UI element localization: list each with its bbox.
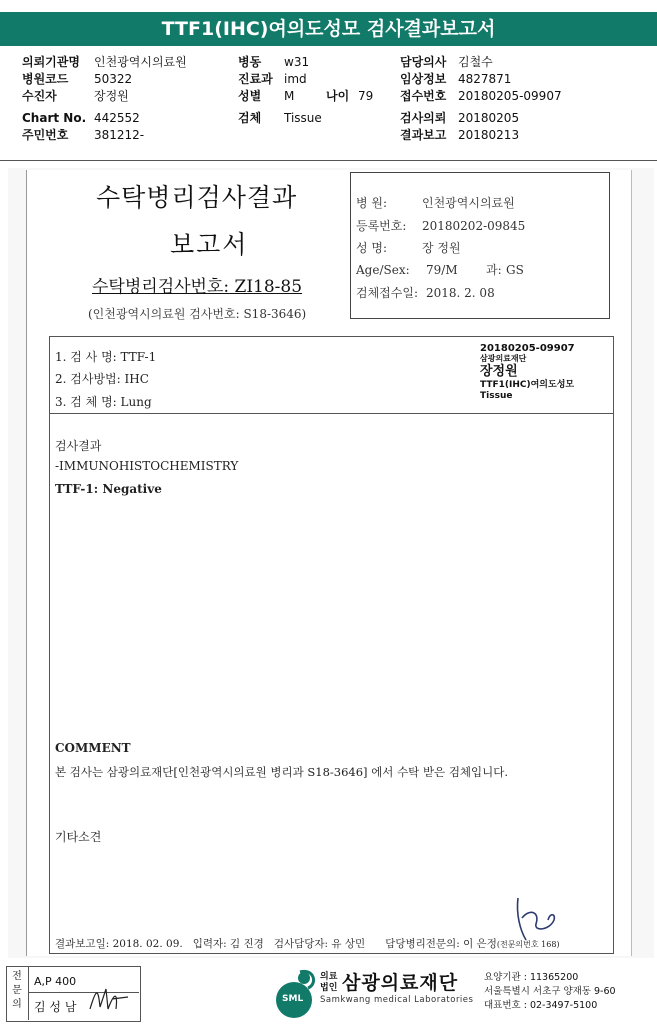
header-value: 381212- <box>94 128 145 142</box>
patient-agesex-value: 79/M <box>426 263 458 277</box>
comment-text: 본 검사는 삼광의료재단[인천광역시의료원 병리과 S18-3646] 에서 수탁 받은 검체입니다. <box>55 765 509 779</box>
org-info <box>484 971 616 1013</box>
patient-name-label: 성 명: <box>356 241 388 255</box>
header-value: 20180205-09907 <box>458 89 562 103</box>
comment-label: COMMENT <box>55 741 131 755</box>
test-name: 1. 검 사 명: TTF-1 <box>55 350 157 364</box>
report-number-value: ZI18-85 <box>234 277 303 297</box>
legal-entity-top: 의료 <box>320 972 338 982</box>
header-value: 김철수 <box>458 55 493 69</box>
patient-name-value: 장 정원 <box>422 241 461 255</box>
header-value: 442552 <box>94 111 140 125</box>
result-method: -IMMUNOHISTOCHEMISTRY <box>55 459 239 473</box>
sticker-number: 20180205-09907 <box>480 343 575 354</box>
approval-ap-number: A,P 400 <box>34 975 77 988</box>
header-value: imd <box>284 72 307 86</box>
org-info-line: 대표번호 : 02-3497-5100 <box>484 1000 598 1011</box>
header-key: 검사의뢰 <box>400 111 447 125</box>
patient-name <box>356 239 461 256</box>
report-heading-line1: 수탁병리검사결과 <box>96 183 298 212</box>
header-value: Tissue <box>284 111 322 125</box>
org-info-line: 요양기관 : 11365200 <box>484 972 579 983</box>
report-number <box>92 272 302 297</box>
age-value: 79 <box>358 89 374 103</box>
result-value: TTF-1: Negative <box>55 482 162 496</box>
patient-received <box>356 284 495 301</box>
approval-doctor-name: 김 성 남 <box>34 1000 77 1014</box>
specimen-sticker <box>478 340 612 412</box>
report-body-box <box>49 336 614 954</box>
header-key: Chart No. <box>22 111 87 125</box>
report-title: TTF1(IHC)여의도성모 검사결과보고서 <box>0 12 657 46</box>
header-col-left <box>22 54 187 144</box>
header-key: 병원코드 <box>22 72 69 86</box>
other-findings-label: 기타소견 <box>55 830 102 844</box>
legal-entity-bottom: 법인 <box>320 983 338 993</box>
header-key: 주민번호 <box>22 128 69 142</box>
legal-entity-mark <box>320 972 337 994</box>
specimen-name: 3. 검 체 명: Lung <box>55 395 152 409</box>
report-footer-text: 결과보고일: 2018. 02. 09. 입력자: 김 진경 검사담당자: 유 상민 담당병리전문의: 이 은정 <box>55 938 497 950</box>
header-value: 50322 <box>94 72 133 86</box>
sticker-org: 삼광의료재단 <box>480 354 527 363</box>
header-key: 병동 <box>238 55 262 69</box>
header-key: 결과보고 <box>400 128 447 142</box>
sticker-specimen: Tissue <box>480 391 513 401</box>
header-value: 장정원 <box>94 89 129 103</box>
patient-reg-value: 20180202-09845 <box>422 219 526 233</box>
approval-signature <box>88 983 130 1019</box>
patient-received-value: 2018. 2. 08 <box>426 286 495 300</box>
test-method: 2. 검사방법: IHC <box>55 372 149 386</box>
patient-reg-label: 등록번호: <box>356 219 407 233</box>
patient-reg <box>356 217 525 234</box>
sticker-patient-name: 장정원 <box>480 364 518 379</box>
header-key: 수진자 <box>22 89 57 103</box>
header-key: 진료과 <box>238 72 273 86</box>
org-name: 삼광의료재단 <box>342 972 459 994</box>
header-key: 성별 <box>238 89 262 103</box>
result-label: 검사결과 <box>55 439 102 453</box>
header-key: 임상정보 <box>400 72 447 86</box>
header-col-right <box>400 54 562 144</box>
patient-received-label: 검체접수일: <box>356 286 419 300</box>
header-col-middle <box>238 54 373 127</box>
header-value: w31 <box>284 55 310 69</box>
header-divider <box>0 160 657 161</box>
sticker-test: TTF1(IHC)여의도성모 <box>480 380 575 390</box>
patient-hospital-label: 병 원: <box>356 196 388 210</box>
header-value: 4827871 <box>458 72 512 86</box>
report-footer-line <box>55 936 560 951</box>
patient-hospital <box>356 194 515 211</box>
report-number-label: 수탁병리검사번호: <box>92 277 230 297</box>
header-value: M <box>284 89 295 103</box>
header-key: 의뢰기관명 <box>22 55 80 69</box>
patient-hospital-value: 인천광역시의료원 <box>422 196 515 210</box>
header-key: 접수번호 <box>400 89 447 103</box>
header-key: 검체 <box>238 111 262 125</box>
report-body-divider <box>49 413 613 414</box>
patient-dept-label: 과: <box>486 263 502 277</box>
header-value: 20180213 <box>458 128 520 142</box>
patient-agesex <box>356 261 524 278</box>
approval-stamp-label: 전문의 <box>12 971 22 1010</box>
report-heading-line2: 보고서 <box>170 230 249 259</box>
header-value: 20180205 <box>458 111 520 125</box>
org-name-english: Samkwang medical Laboratories <box>320 995 474 1005</box>
origin-number: (인천광역시의료원 검사번호: S18-3646) <box>88 307 307 321</box>
patient-dept-value: GS <box>506 263 524 277</box>
age-key: 나이 <box>326 89 350 103</box>
report-footer-license: (전문의번호 168) <box>496 940 560 949</box>
sml-logo-text: SML <box>282 994 304 1004</box>
header-key: 담당의사 <box>400 55 447 69</box>
header-value: 인천광역시의료원 <box>94 55 187 69</box>
org-info-line: 서울특별시 서초구 양재동 9-60 <box>484 986 616 997</box>
patient-agesex-label: Age/Sex: <box>356 263 410 277</box>
